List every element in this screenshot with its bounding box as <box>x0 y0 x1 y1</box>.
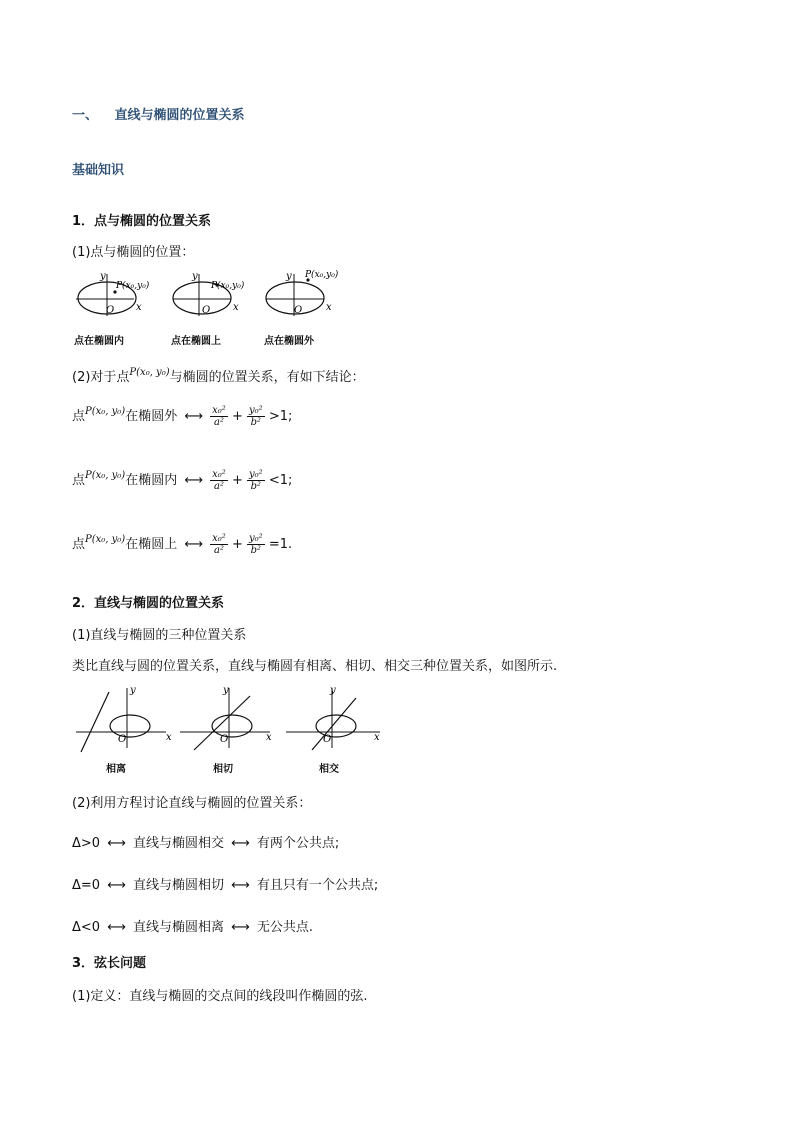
s1-sub1: (1)点与椭圆的位置： <box>72 245 195 260</box>
delta-value: Δ>0 <box>72 836 101 851</box>
frac-num: x₀² <box>212 405 226 416</box>
cond-point: P(x₀, y₀) <box>85 406 126 417</box>
s2-sub2: (2)利用方程讨论直线与椭圆的位置关系： <box>72 796 312 811</box>
frac-den: b² <box>250 417 262 428</box>
frac-num: y₀² <box>249 469 263 480</box>
caption-separate: 相离 <box>106 764 126 775</box>
equivalence-arrow: ⟷ <box>107 836 126 851</box>
figure-tangent <box>180 685 272 750</box>
svg-text:O: O <box>118 734 127 745</box>
equivalence-arrow: ⟷ <box>107 878 126 893</box>
s3-title: 3．弦长问题 <box>72 956 147 971</box>
svg-text:O: O <box>202 305 211 316</box>
frac-den: b² <box>250 481 262 492</box>
fraction-y <box>247 405 265 428</box>
fraction-y <box>247 469 265 492</box>
svg-text:x: x <box>233 302 239 313</box>
section-number: 一、 <box>72 108 99 123</box>
caption-outside: 点在椭圆外 <box>264 336 314 347</box>
cond-point: P(x₀, y₀) <box>85 534 126 545</box>
basic-knowledge-label: 基础知识 <box>72 163 125 178</box>
delta-relation: 直线与椭圆相离 <box>132 920 224 935</box>
delta-result: 无公共点. <box>256 920 314 935</box>
figure-separate <box>76 685 172 752</box>
cond-pre: 点 <box>72 537 86 552</box>
svg-text:y: y <box>130 685 136 696</box>
line-ellipse-figures <box>72 684 384 754</box>
equivalence-arrow: ⟷ <box>184 409 204 424</box>
svg-text:O: O <box>106 305 115 316</box>
svg-text:P(x₀,y₀): P(x₀,y₀) <box>211 281 245 291</box>
s2-sub1: (1)直线与椭圆的三种位置关系 <box>72 628 247 643</box>
svg-text:y: y <box>330 685 336 696</box>
svg-text:O: O <box>294 305 303 316</box>
s2-desc: 类比直线与圆的位置关系，直线与椭圆有相离、相切、相交三种位置关系，如图所示. <box>72 659 558 674</box>
caption-tangent: 相切 <box>213 764 233 775</box>
svg-text:O: O <box>323 734 332 745</box>
section-heading <box>72 104 245 123</box>
caption-inside: 点在椭圆内 <box>74 336 124 347</box>
condition-on <box>72 533 292 556</box>
cond-point: P(x₀, y₀) <box>85 470 126 481</box>
frac-num: x₀² <box>212 533 226 544</box>
s3-definition: (1)定义：直线与椭圆的交点间的线段叫作椭圆的弦. <box>72 989 368 1004</box>
caption-intersect: 相交 <box>319 764 339 775</box>
s1-sub2-point: P(x₀, y₀) <box>129 367 170 378</box>
fraction-x <box>210 405 228 428</box>
frac-num: y₀² <box>249 533 263 544</box>
cond-relation: =1. <box>268 537 293 552</box>
s2-title: 2．直线与椭圆的位置关系 <box>72 596 225 611</box>
figure-intersect <box>286 685 380 750</box>
cond-relation: <1; <box>268 473 293 488</box>
equivalence-arrow: ⟷ <box>184 473 204 488</box>
delta-value: Δ<0 <box>72 920 101 935</box>
cond-pre: 点 <box>72 409 86 424</box>
cond-where: 在椭圆上 <box>125 537 178 552</box>
equivalence-arrow: ⟷ <box>231 920 250 935</box>
fraction-y <box>247 533 265 556</box>
svg-text:O: O <box>220 734 229 745</box>
svg-text:P(x₀,y₀): P(x₀,y₀) <box>305 270 339 280</box>
fraction-x <box>210 469 228 492</box>
plus-sign: + <box>231 409 243 424</box>
s1-sub2-suffix: 与椭圆的位置关系，有如下结论： <box>169 370 365 385</box>
plus-sign: + <box>231 473 243 488</box>
cond-relation: >1; <box>268 409 293 424</box>
delta-value: Δ=0 <box>72 878 101 893</box>
equivalence-arrow: ⟷ <box>231 878 250 893</box>
svg-text:y: y <box>100 271 106 282</box>
delta-relation: 直线与椭圆相切 <box>132 878 224 893</box>
section-title: 直线与椭圆的位置关系 <box>114 108 245 123</box>
fraction-x <box>210 533 228 556</box>
frac-num: x₀² <box>212 469 226 480</box>
svg-text:x: x <box>374 732 380 743</box>
figure-point-on <box>173 271 245 316</box>
frac-den: a² <box>214 417 224 428</box>
s1-sub2-prefix: (2)对于点 <box>72 370 130 385</box>
svg-text:x: x <box>326 302 332 313</box>
delta-result: 有两个公共点; <box>256 836 340 851</box>
s1-title: 1．点与椭圆的位置关系 <box>72 214 212 229</box>
svg-text:P(x₀,y₀): P(x₀,y₀) <box>116 281 150 291</box>
delta-row-negative <box>72 916 313 935</box>
cond-pre: 点 <box>72 473 86 488</box>
figure-point-inside <box>76 271 150 316</box>
figure-point-outside <box>266 269 339 316</box>
svg-text:y: y <box>223 685 229 696</box>
svg-text:x: x <box>266 732 272 743</box>
frac-den: a² <box>214 545 224 556</box>
delta-relation: 直线与椭圆相交 <box>132 836 224 851</box>
equivalence-arrow: ⟷ <box>184 537 204 552</box>
svg-text:x: x <box>166 732 172 743</box>
cond-where: 在椭圆内 <box>125 473 178 488</box>
delta-row-zero <box>72 874 378 893</box>
delta-row-positive <box>72 832 339 851</box>
frac-den: a² <box>214 481 224 492</box>
frac-den: b² <box>250 545 262 556</box>
svg-text:y: y <box>286 271 292 282</box>
svg-text:x: x <box>136 302 142 313</box>
cond-where: 在椭圆外 <box>125 409 178 424</box>
equivalence-arrow: ⟷ <box>107 920 126 935</box>
s1-sub2 <box>72 366 365 385</box>
condition-outside <box>72 405 292 428</box>
svg-text:y: y <box>192 271 198 282</box>
condition-inside <box>72 469 292 492</box>
caption-on: 点在椭圆上 <box>171 336 221 347</box>
delta-result: 有且只有一个公共点; <box>256 878 379 893</box>
equivalence-arrow: ⟷ <box>231 836 250 851</box>
plus-sign: + <box>231 537 243 552</box>
frac-num: y₀² <box>249 405 263 416</box>
